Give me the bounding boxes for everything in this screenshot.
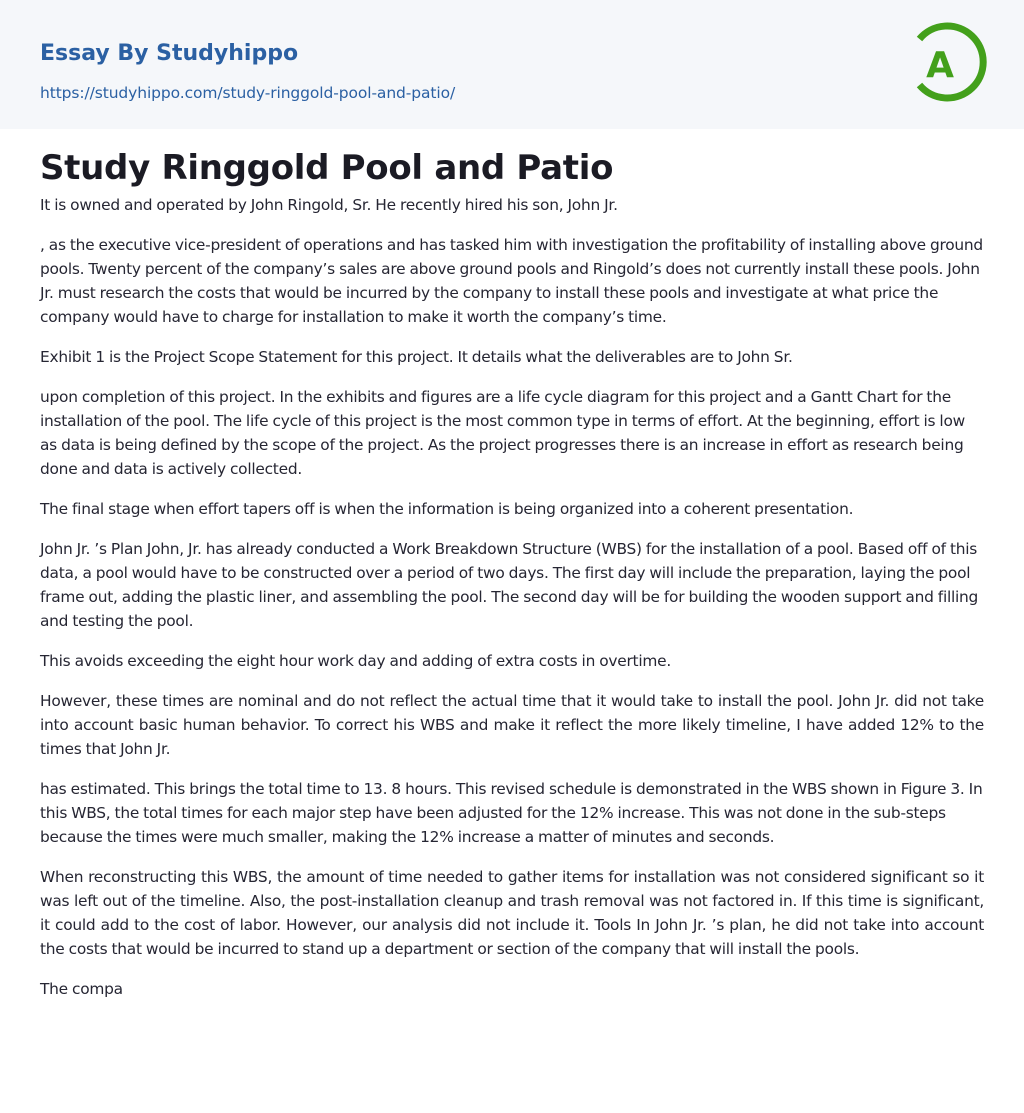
article-paragraph: , as the executive vice-president of operations and has tasked him with investigation the profitability of installing above ground pools. Twenty percent of the company’s sales are above ground pools and Ringold’s does not currently install these pools. John Jr. must research the costs that would be incurred by the company to install these pools and investigate at what price the company would have to charge for installation to make it worth the company’s time. (40, 236, 983, 326)
article-paragraph: This avoids exceeding the eight hour work day and adding of extra costs in overtime. (40, 652, 671, 670)
article-paragraph: has estimated. This brings the total time to 13. 8 hours. This revised schedule is demonstrated in the WBS shown in Figure 3. In this WBS, the total times for each major step have been adjusted for the 12% increase. This was not done in the sub-steps because the times were much smaller, making the 12% increase a matter of minutes and seconds. (40, 780, 983, 846)
logo-letter: A (926, 45, 954, 86)
article-paragraph-truncated: The compa (40, 980, 123, 998)
studyhippo-a-logo-icon[interactable] (910, 18, 988, 106)
site-header (0, 0, 1024, 129)
article-paragraph: Exhibit 1 is the Project Scope Statement for this project. It details what the deliverables are to John Sr. (40, 348, 793, 366)
article-paragraph: However, these times are nominal and do not reflect the actual time that it would take to install the pool. John Jr. did not take into account basic human behavior. To correct his WBS and make it reflect the more likely timeline, I have added 12% to the times that John Jr. (40, 692, 984, 758)
article-paragraph: It is owned and operated by John Ringold, Sr. He recently hired his son, John Jr. (40, 196, 618, 214)
article-paragraph: The final stage when effort tapers off is when the information is being organized into a coherent presentation. (40, 500, 854, 518)
article-paragraph: John Jr. ’s Plan John, Jr. has already conducted a Work Breakdown Structure (WBS) for the installation of a pool. Based off of this data, a pool would have to be constructed over a period of two days. The first day will include the preparation, laying the pool frame out, adding the plastic liner, and assembling the pool. The second day will be for building the wooden support and filling and testing the pool. (40, 540, 979, 630)
article-paragraph: When reconstructing this WBS, the amount of time needed to gather items for installation was not considered significant so it was left out of the timeline. Also, the post-installation cleanup and trash removal was not factored in. If this time is significant, it could add to the cost of labor. However, our analysis did not include it. Tools In John Jr. ’s plan, he did not take into account the costs that would be incurred to stand up a department or section of the company that will install the pools. (40, 868, 984, 958)
brand-name: Essay By Studyhippo (40, 41, 299, 66)
source-url-link[interactable]: https://studyhippo.com/study-ringgold-pool-and-patio/ (40, 84, 456, 102)
page-title: Study Ringgold Pool and Patio (40, 148, 614, 188)
article-paragraph: upon completion of this project. In the exhibits and figures are a life cycle diagram for this project and a Gantt Chart for the installation of the pool. The life cycle of this project is the most common type in terms of effort. At the beginning, effort is low as data is being defined by the scope of the project. As the project progresses there is an increase in effort as research being done and data is actively collected. (40, 388, 965, 478)
article (0, 146, 1024, 1001)
